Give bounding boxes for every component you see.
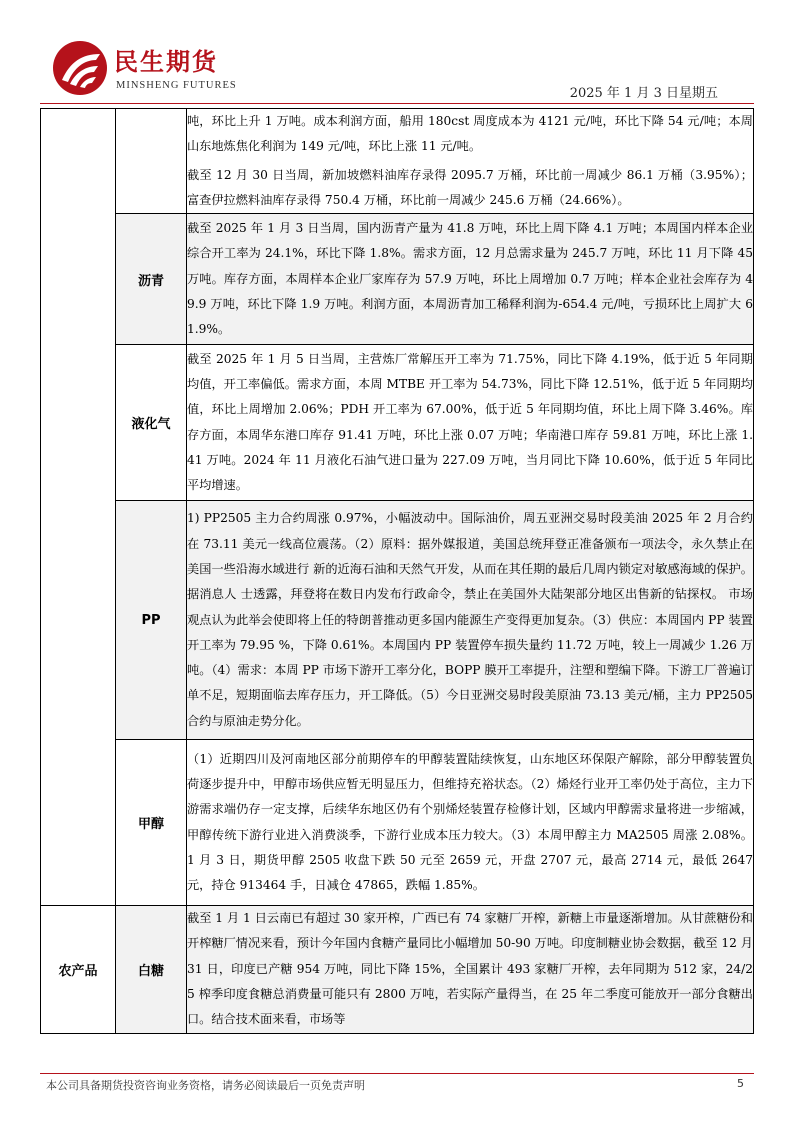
category-cell: 农产品 [41,906,116,1033]
commodity-table [40,108,754,1034]
paragraph: 截至 2025 年 1 月 3 日当周，国内沥青产量为 41.8 万吨，环比上周下降 4.1 万吨；本周国内样本企业综合开工率为 24.1%，环比下降 1.8%。需求方面，12 月总需求量为 245.7 万吨，环比 11 月下降 45 万吨。库存方面，本周样本企业厂家库存为 57.9 万吨，环比上周增加 0.7 万吨；样本企业社会库存为 49.9 万吨，环比下降 1.9 万吨。利润方面，本周沥青加工稀释利润为-654.4 元/吨，亏损环比上周扩大 61.9%。 [187,220,753,337]
table-row [41,109,754,214]
paragraph: 截至 12 月 30 日当周，新加坡燃料油库存录得 2095.7 万桶，环比前一周减少 86.1 万桶（3.95%）；富查伊拉燃料油库存录得 750.4 万桶，环比前一周减少 245.6 万桶（24.66%）。 [187,167,753,207]
table-row [41,740,754,906]
paragraph: （1）近期四川及河南地区部分前期停车的甲醇装置陆续恢复，山东地区环保限产解除，部分甲醇装置负荷逐步提升中，甲醇市场供应暂无明显压力，但维持充裕状态。（2）烯烃行业开工率仍处于高位，主力下游需求端仍存一定支撑，后续华东地区仍有个别烯烃装置存检修计划，区域内甲醇需求量将进一步缩减，甲醇传统下游行业进入消费淡季，下游行业成本压力较大。（3）本周甲醇主力 MA2505 周涨 2.08%。 1 月 3 日，期货甲醇 2505 收盘下跌 50 元至 2659 元，开盘 2707 元，最高 2714 元，最低 2647 元，持仓 913464 手，日减仓 47865，跌幅 1.85%。 [187,751,753,893]
content-cell [187,214,754,345]
brand-name-en: MINSHENG FUTURES [116,80,237,91]
paragraph: 吨，环比上升 1 万吨。成本利润方面，船用 180cst 周度成本为 4121 元/吨，环比下降 54 元/吨；本周山东地炼焦化利润为 149 元/吨，环比上涨 11 元/吨。 [187,114,753,154]
footer-disclaimer: 本公司具备期货投资咨询业务资格，请务必阅读最后一页免责声明 [46,1079,365,1092]
content-cell [187,345,754,501]
product-cell: 液化气 [116,345,187,501]
product-cell: 甲醇 [116,740,187,906]
minsheng-logo-icon [52,40,108,96]
paragraph: 截至 2025 年 1 月 5 日当周，主营炼厂常解压开工率为 71.75%，同比下降 4.19%，低于近 5 年同期均值，开工率偏低。需求方面，本周 MTBE 开工率为 54.73%，同比下降 12.51%，低于近 5 年同期均值，环比上周增加 2.06%；PDH 开工率为 67.00%，低于近 5 年同期均值，环比上周下降 3.46%。库存方面，本周华东港口库存 91.41 万吨，环比上涨 0.07 万吨；华南港口库存 59.81 万吨，环比上涨 1.41 万吨。2024 年 11 月液化石油气进口量为 227.09 万吨，当月同比下降 10.60%，低于近 5 年同比平均增速。 [187,351,753,493]
header-divider [40,103,754,104]
product-cell: PP [116,501,187,740]
paragraph: 1) PP2505 主力合约周涨 0.97%，小幅波动中。国际油价，周五亚洲交易时段美油 2025 年 2 月合约在 73.11 美元一线高位震荡。（2）原料：据外媒报道，美国总统拜登正准备颁布一项法令，永久禁止在美国一些沿海水域进行 新的近海石油和天然气开发，从而在其任期的最后几周内锁定对敏感海域的保护。据消息人 士透露，拜登将在数日内发布行政命令，禁止在美国外大陆架部分地区出售新的钻探权。 市场观点认为此举会使即将上任的特朗普推动更多国内能源生产变得更加复杂。（3）供应：本周国内 PP 装置开工率为 79.95 %，下降 0.61%。本周国内 PP 装置停车损失量约 11.72 万吨，较上一周减少 1.26 万吨。（4）需求：本周 PP 市场下游开工率分化，BOPP 膜开工率提升，注塑和塑编下降。下游工厂普遍订单不足，短期面临去库存压力，开工降低。（5）今日亚洲交易时段美原油 73.13 美元/桶，主力 PP2505 合约与原油走势分化。 [187,511,753,728]
footer-divider [40,1073,754,1074]
paragraph: 截至 1 月 1 日云南已有超过 30 家开榨，广西已有 74 家糖厂开榨，新糖上市量逐渐增加。从甘蔗糖份和开榨糖厂情况来看，预计今年国内食糖产量同比小幅增加 50-90 万吨。印度制糖业协会数据，截至 12 月 31 日，印度已产糖 954 万吨，同比下降 15%，全国累计 493 家糖厂开榨，去年同期为 512 家，24/25 榨季印度食糖总消费量可能只有 2800 万吨，若实际产量得当，在 25 年二季度可能放开一部分食糖出口。结合技术面来看，市场等 [187,911,753,1027]
page-header [0,0,794,110]
product-cell: 白糖 [116,906,187,1033]
brand-name-cn: 民生期货 [114,48,218,76]
table-row [41,214,754,345]
category-cell [41,109,116,906]
content-cell [187,109,754,214]
table-row [41,345,754,501]
table-row [41,501,754,740]
content-cell [187,906,754,1033]
product-cell: 沥青 [116,214,187,345]
page-number: 5 [737,1077,744,1090]
content-cell [187,740,754,906]
product-cell [116,109,187,214]
table-row [41,906,754,1033]
report-date: 2025 年 1 月 3 日星期五 [569,86,718,101]
content-cell [187,501,754,740]
